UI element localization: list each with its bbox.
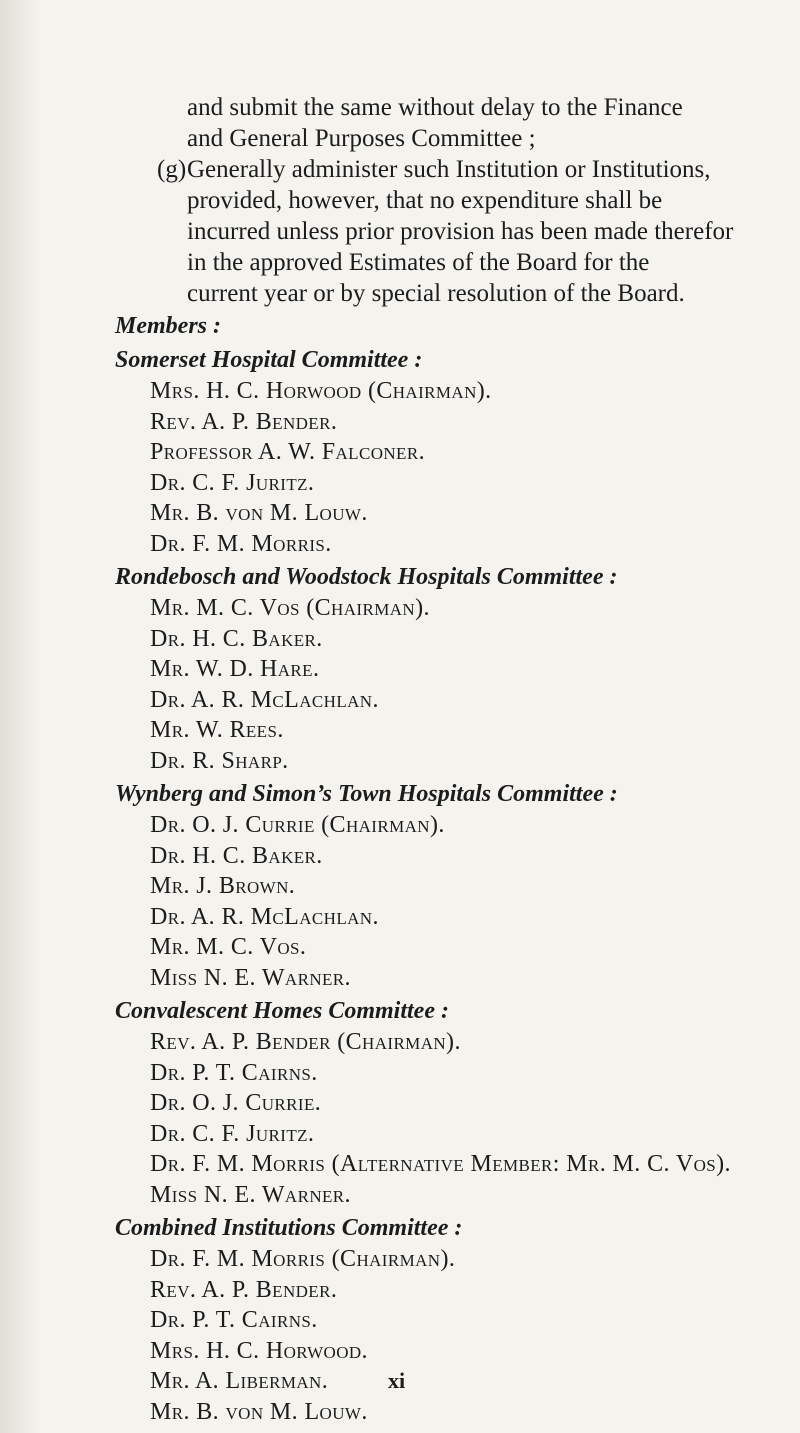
member-line: Mrs. H. C. Horwood.: [150, 1337, 368, 1364]
committee-heading: Combined Institutions Committee :: [115, 1215, 463, 1241]
member-line: Dr. F. M. Morris (Chairman).: [150, 1246, 456, 1272]
committee-convalescent-homes: [0, 996, 800, 1210]
committee-heading: Wynberg and Simon’s Town Hospitals Committee :: [115, 781, 618, 807]
member-line: Rev. A. P. Bender (Chairman).: [150, 1029, 461, 1055]
member-line: Mr. A. Liberman.: [150, 1368, 329, 1394]
intro-line: and submit the same without delay to the Finance: [187, 94, 683, 121]
member-line: Mrs. H. C. Horwood (Chairman).: [150, 378, 492, 404]
member-line: Dr. O. J. Currie (Chairman).: [150, 812, 445, 838]
member-line: Dr. H. C. Baker.: [150, 625, 323, 652]
member-line: Dr. P. T. Cairns.: [150, 1059, 318, 1086]
member-line: Miss N. E. Warner.: [150, 964, 351, 991]
page-number: xi: [388, 1368, 406, 1393]
members-heading: Members :: [115, 313, 221, 339]
member-line: Mr. J. Brown.: [150, 873, 296, 899]
member-line: Dr. F. M. Morris.: [150, 530, 332, 557]
clause-line: incurred unless prior provision has been made therefor: [187, 218, 734, 245]
member-line: Dr. C. F. Juritz.: [150, 469, 315, 496]
committee-wynberg-simons-town: [0, 779, 800, 993]
member-line: Dr. H. C. Baker.: [150, 842, 323, 869]
committee-combined-institutions: [0, 1213, 800, 1427]
committee-heading: Convalescent Homes Committee :: [115, 998, 449, 1024]
member-line: Mr. W. Rees.: [150, 717, 284, 743]
member-line: Mr. B. von M. Louw.: [150, 1398, 368, 1425]
committee-rondebosch-woodstock: [0, 562, 800, 776]
intro-line: and General Purposes Committee ;: [187, 125, 536, 152]
member-line: Mr. W. D. Hare.: [150, 656, 320, 682]
clause-line: current year or by special resolution of the Board.: [187, 280, 685, 307]
committee-heading: Somerset Hospital Committee :: [115, 347, 423, 373]
member-line: Dr. F. M. Morris (Alternative Member: Mr. M. C. Vos).: [150, 1151, 731, 1177]
clause-line: in the approved Estimates of the Board for the: [187, 249, 650, 276]
member-line: Miss N. E. Warner.: [150, 1181, 351, 1208]
member-line: Dr. P. T. Cairns.: [150, 1307, 318, 1333]
member-line: Mr. M. C. Vos.: [150, 934, 307, 960]
member-line: Dr. R. Sharp.: [150, 747, 289, 774]
committee-heading: Rondebosch and Woodstock Hospitals Committee :: [115, 564, 618, 590]
member-line: Professor A. W. Falconer.: [150, 439, 425, 465]
member-line: Mr. M. C. Vos (Chairman).: [150, 595, 430, 621]
committee-somerset: [0, 345, 800, 559]
member-line: Dr. O. J. Currie.: [150, 1090, 322, 1116]
member-line: Dr. C. F. Juritz.: [150, 1120, 315, 1147]
member-line: Dr. A. R. McLachlan.: [150, 686, 379, 713]
clause-line: provided, however, that no expenditure shall be: [187, 187, 663, 214]
member-line: Mr. B. von M. Louw.: [150, 500, 368, 526]
member-line: Rev. A. P. Bender.: [150, 408, 338, 435]
member-line: Rev. A. P. Bender.: [150, 1276, 338, 1303]
clause-g: [0, 154, 800, 309]
clause-marker: (g): [157, 156, 187, 183]
member-line: Dr. A. R. McLachlan.: [150, 903, 379, 930]
clause-line: Generally administer such Institution or Institutions,: [187, 156, 711, 183]
